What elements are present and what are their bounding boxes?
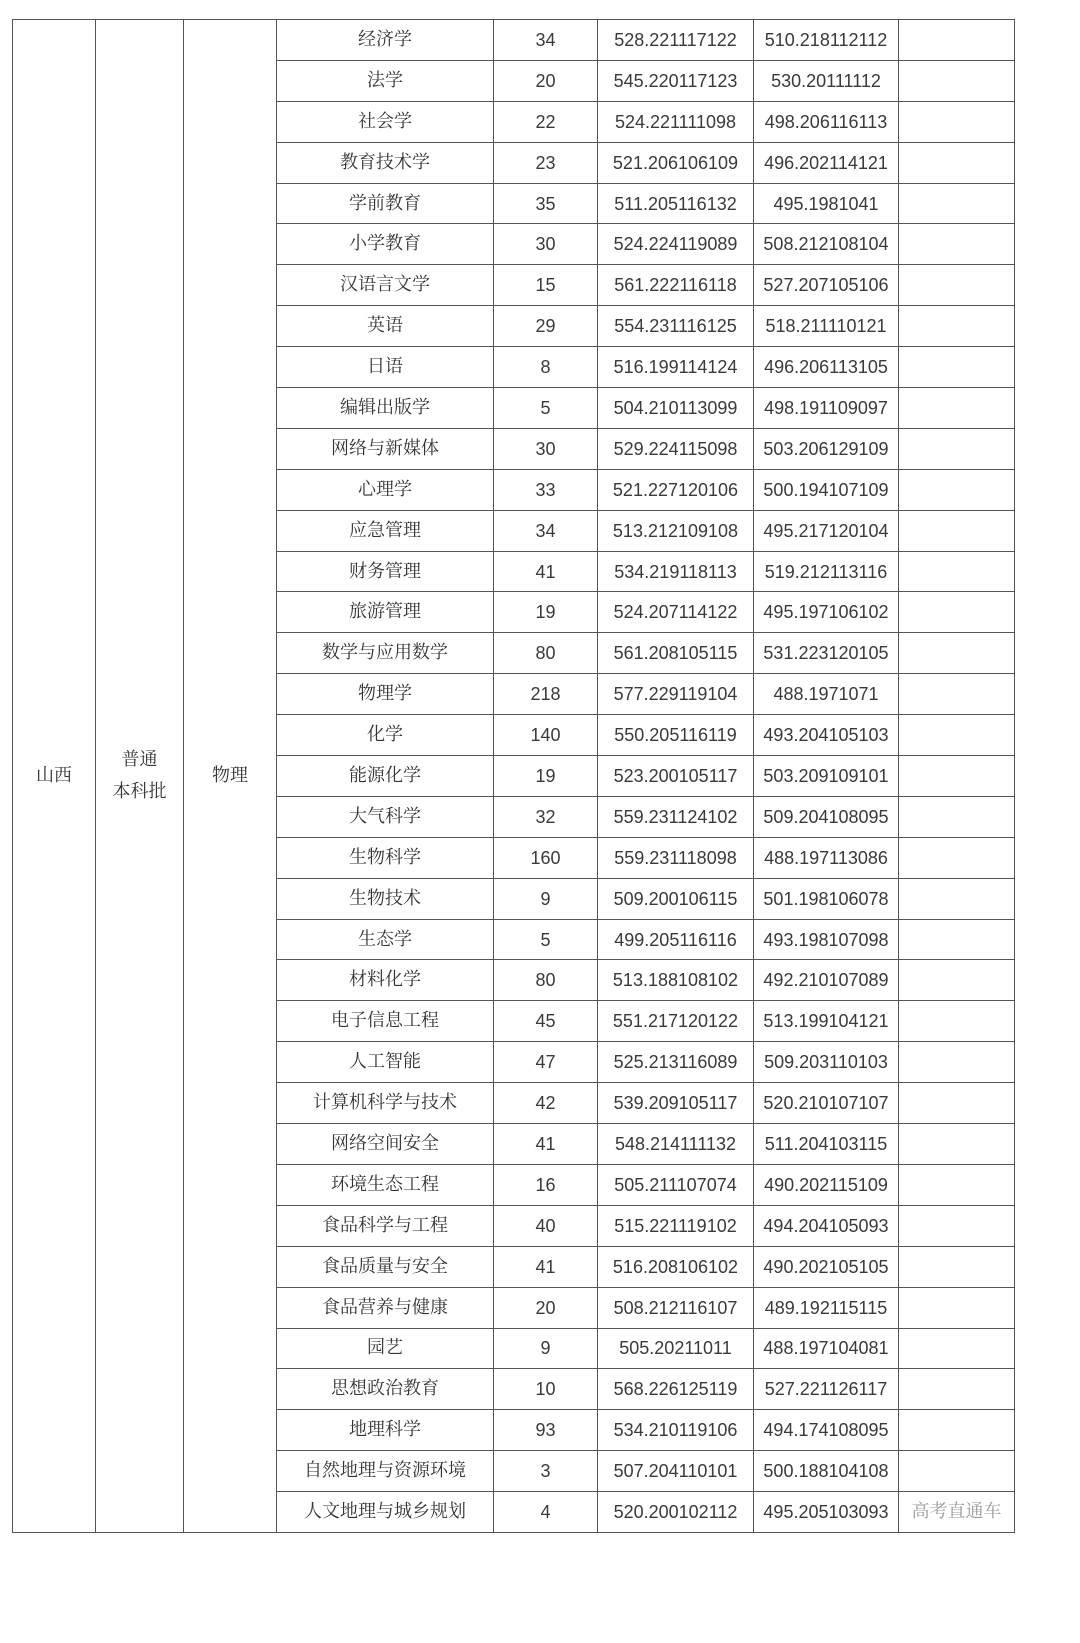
highest-score-cell: 515.221119102 bbox=[598, 1205, 754, 1246]
major-name-cell: 生态学 bbox=[277, 919, 494, 960]
remark-cell bbox=[899, 1001, 1015, 1042]
major-name-cell: 日语 bbox=[277, 347, 494, 388]
lowest-score-cell: 488.197104081 bbox=[754, 1328, 899, 1369]
highest-score-cell: 539.209105117 bbox=[598, 1083, 754, 1124]
major-name-cell: 自然地理与资源环境 bbox=[277, 1451, 494, 1492]
enrollment-count-cell: 20 bbox=[494, 1287, 598, 1328]
lowest-score-cell: 530.20111112 bbox=[754, 60, 899, 101]
remark-cell bbox=[899, 347, 1015, 388]
enrollment-count-cell: 8 bbox=[494, 347, 598, 388]
remark-cell bbox=[899, 592, 1015, 633]
remark-cell bbox=[899, 1205, 1015, 1246]
highest-score-cell: 559.231118098 bbox=[598, 837, 754, 878]
enrollment-count-cell: 33 bbox=[494, 469, 598, 510]
enrollment-count-cell: 140 bbox=[494, 715, 598, 756]
remark-cell bbox=[899, 633, 1015, 674]
lowest-score-cell: 495.1981041 bbox=[754, 183, 899, 224]
batch-line: 本科批 bbox=[112, 780, 167, 802]
lowest-score-cell: 489.192115115 bbox=[754, 1287, 899, 1328]
remark-cell bbox=[899, 428, 1015, 469]
remark-cell bbox=[899, 20, 1015, 61]
enrollment-count-cell: 16 bbox=[494, 1164, 598, 1205]
highest-score-cell: 509.200106115 bbox=[598, 878, 754, 919]
enrollment-count-cell: 35 bbox=[494, 183, 598, 224]
highest-score-cell: 504.210113099 bbox=[598, 388, 754, 429]
major-name-cell: 学前教育 bbox=[277, 183, 494, 224]
enrollment-count-cell: 9 bbox=[494, 1328, 598, 1369]
major-name-cell: 食品质量与安全 bbox=[277, 1246, 494, 1287]
highest-score-cell: 524.221111098 bbox=[598, 101, 754, 142]
enrollment-count-cell: 30 bbox=[494, 224, 598, 265]
highest-score-cell: 548.214111132 bbox=[598, 1124, 754, 1165]
major-name-cell: 法学 bbox=[277, 60, 494, 101]
remark-cell bbox=[899, 919, 1015, 960]
enrollment-count-cell: 19 bbox=[494, 756, 598, 797]
major-name-cell: 网络空间安全 bbox=[277, 1124, 494, 1165]
remark-cell: 高考直通车 bbox=[899, 1492, 1015, 1533]
lowest-score-cell: 527.207105106 bbox=[754, 265, 899, 306]
major-name-cell: 生物科学 bbox=[277, 837, 494, 878]
enrollment-count-cell: 3 bbox=[494, 1451, 598, 1492]
remark-cell bbox=[899, 306, 1015, 347]
lowest-score-cell: 495.217120104 bbox=[754, 510, 899, 551]
enrollment-count-cell: 41 bbox=[494, 551, 598, 592]
lowest-score-cell: 527.221126117 bbox=[754, 1369, 899, 1410]
enrollment-count-cell: 160 bbox=[494, 837, 598, 878]
highest-score-cell: 516.199114124 bbox=[598, 347, 754, 388]
major-name-cell: 财务管理 bbox=[277, 551, 494, 592]
enrollment-count-cell: 42 bbox=[494, 1083, 598, 1124]
highest-score-cell: 520.200102112 bbox=[598, 1492, 754, 1533]
major-name-cell: 园艺 bbox=[277, 1328, 494, 1369]
remark-cell bbox=[899, 60, 1015, 101]
batch-line: 普通 bbox=[121, 748, 158, 770]
lowest-score-cell: 519.212113116 bbox=[754, 551, 899, 592]
major-name-cell: 电子信息工程 bbox=[277, 1001, 494, 1042]
major-name-cell: 人工智能 bbox=[277, 1042, 494, 1083]
lowest-score-cell: 503.206129109 bbox=[754, 428, 899, 469]
major-name-cell: 人文地理与城乡规划 bbox=[277, 1492, 494, 1533]
lowest-score-cell: 503.209109101 bbox=[754, 756, 899, 797]
highest-score-cell: 511.205116132 bbox=[598, 183, 754, 224]
remark-cell bbox=[899, 1164, 1015, 1205]
remark-cell bbox=[899, 1328, 1015, 1369]
batch-cell bbox=[96, 20, 184, 1533]
enrollment-count-cell: 30 bbox=[494, 428, 598, 469]
enrollment-count-cell: 9 bbox=[494, 878, 598, 919]
highest-score-cell: 513.188108102 bbox=[598, 960, 754, 1001]
major-name-cell: 计算机科学与技术 bbox=[277, 1083, 494, 1124]
remark-cell bbox=[899, 1287, 1015, 1328]
remark-cell bbox=[899, 960, 1015, 1001]
lowest-score-cell: 513.199104121 bbox=[754, 1001, 899, 1042]
lowest-score-cell: 493.204105103 bbox=[754, 715, 899, 756]
enrollment-count-cell: 218 bbox=[494, 674, 598, 715]
lowest-score-cell: 498.206116113 bbox=[754, 101, 899, 142]
enrollment-count-cell: 20 bbox=[494, 60, 598, 101]
major-name-cell: 社会学 bbox=[277, 101, 494, 142]
major-name-cell: 教育技术学 bbox=[277, 142, 494, 183]
enrollment-count-cell: 34 bbox=[494, 20, 598, 61]
highest-score-cell: 545.220117123 bbox=[598, 60, 754, 101]
highest-score-cell: 525.213116089 bbox=[598, 1042, 754, 1083]
remark-cell bbox=[899, 183, 1015, 224]
major-name-cell: 编辑出版学 bbox=[277, 388, 494, 429]
admission-score-table-container bbox=[12, 19, 1014, 1533]
highest-score-cell: 521.227120106 bbox=[598, 469, 754, 510]
admission-score-table bbox=[12, 19, 1015, 1533]
enrollment-count-cell: 47 bbox=[494, 1042, 598, 1083]
highest-score-cell: 559.231124102 bbox=[598, 796, 754, 837]
remark-cell bbox=[899, 715, 1015, 756]
major-name-cell: 心理学 bbox=[277, 469, 494, 510]
major-name-cell: 能源化学 bbox=[277, 756, 494, 797]
remark-cell bbox=[899, 1246, 1015, 1287]
remark-cell bbox=[899, 142, 1015, 183]
enrollment-count-cell: 19 bbox=[494, 592, 598, 633]
lowest-score-cell: 496.202114121 bbox=[754, 142, 899, 183]
lowest-score-cell: 501.198106078 bbox=[754, 878, 899, 919]
highest-score-cell: 528.221117122 bbox=[598, 20, 754, 61]
subject-cell: 物理 bbox=[184, 20, 277, 1533]
remark-cell bbox=[899, 1369, 1015, 1410]
lowest-score-cell: 494.174108095 bbox=[754, 1410, 899, 1451]
lowest-score-cell: 488.197113086 bbox=[754, 837, 899, 878]
remark-cell bbox=[899, 388, 1015, 429]
remark-cell bbox=[899, 101, 1015, 142]
highest-score-cell: 554.231116125 bbox=[598, 306, 754, 347]
highest-score-cell: 524.224119089 bbox=[598, 224, 754, 265]
major-name-cell: 生物技术 bbox=[277, 878, 494, 919]
lowest-score-cell: 492.210107089 bbox=[754, 960, 899, 1001]
remark-cell bbox=[899, 551, 1015, 592]
major-name-cell: 材料化学 bbox=[277, 960, 494, 1001]
major-name-cell: 经济学 bbox=[277, 20, 494, 61]
remark-cell bbox=[899, 1410, 1015, 1451]
enrollment-count-cell: 93 bbox=[494, 1410, 598, 1451]
enrollment-count-cell: 15 bbox=[494, 265, 598, 306]
major-name-cell: 汉语言文学 bbox=[277, 265, 494, 306]
lowest-score-cell: 495.205103093 bbox=[754, 1492, 899, 1533]
major-name-cell: 化学 bbox=[277, 715, 494, 756]
table-body bbox=[13, 20, 1015, 1533]
remark-cell bbox=[899, 469, 1015, 510]
lowest-score-cell: 490.202115109 bbox=[754, 1164, 899, 1205]
highest-score-cell: 529.224115098 bbox=[598, 428, 754, 469]
highest-score-cell: 505.20211011 bbox=[598, 1328, 754, 1369]
enrollment-count-cell: 5 bbox=[494, 388, 598, 429]
enrollment-count-cell: 41 bbox=[494, 1246, 598, 1287]
enrollment-count-cell: 10 bbox=[494, 1369, 598, 1410]
remark-cell bbox=[899, 1083, 1015, 1124]
province-cell: 山西 bbox=[13, 20, 96, 1533]
enrollment-count-cell: 5 bbox=[494, 919, 598, 960]
enrollment-count-cell: 34 bbox=[494, 510, 598, 551]
lowest-score-cell: 500.194107109 bbox=[754, 469, 899, 510]
remark-cell bbox=[899, 796, 1015, 837]
enrollment-count-cell: 32 bbox=[494, 796, 598, 837]
highest-score-cell: 577.229119104 bbox=[598, 674, 754, 715]
major-name-cell: 小学教育 bbox=[277, 224, 494, 265]
remark-cell bbox=[899, 224, 1015, 265]
lowest-score-cell: 509.204108095 bbox=[754, 796, 899, 837]
lowest-score-cell: 488.1971071 bbox=[754, 674, 899, 715]
enrollment-count-cell: 22 bbox=[494, 101, 598, 142]
highest-score-cell: 505.211107074 bbox=[598, 1164, 754, 1205]
remark-cell bbox=[899, 1042, 1015, 1083]
lowest-score-cell: 511.204103115 bbox=[754, 1124, 899, 1165]
major-name-cell: 网络与新媒体 bbox=[277, 428, 494, 469]
enrollment-count-cell: 41 bbox=[494, 1124, 598, 1165]
highest-score-cell: 534.219118113 bbox=[598, 551, 754, 592]
lowest-score-cell: 495.197106102 bbox=[754, 592, 899, 633]
highest-score-cell: 551.217120122 bbox=[598, 1001, 754, 1042]
major-name-cell: 应急管理 bbox=[277, 510, 494, 551]
remark-cell bbox=[899, 674, 1015, 715]
remark-cell bbox=[899, 1451, 1015, 1492]
highest-score-cell: 516.208106102 bbox=[598, 1246, 754, 1287]
highest-score-cell: 507.204110101 bbox=[598, 1451, 754, 1492]
enrollment-count-cell: 45 bbox=[494, 1001, 598, 1042]
highest-score-cell: 521.206106109 bbox=[598, 142, 754, 183]
enrollment-count-cell: 80 bbox=[494, 633, 598, 674]
remark-cell bbox=[899, 878, 1015, 919]
highest-score-cell: 568.226125119 bbox=[598, 1369, 754, 1410]
enrollment-count-cell: 23 bbox=[494, 142, 598, 183]
lowest-score-cell: 490.202105105 bbox=[754, 1246, 899, 1287]
lowest-score-cell: 531.223120105 bbox=[754, 633, 899, 674]
highest-score-cell: 561.222116118 bbox=[598, 265, 754, 306]
major-name-cell: 地理科学 bbox=[277, 1410, 494, 1451]
remark-cell bbox=[899, 756, 1015, 797]
lowest-score-cell: 518.211110121 bbox=[754, 306, 899, 347]
lowest-score-cell: 498.191109097 bbox=[754, 388, 899, 429]
lowest-score-cell: 520.210107107 bbox=[754, 1083, 899, 1124]
major-name-cell: 旅游管理 bbox=[277, 592, 494, 633]
major-name-cell: 大气科学 bbox=[277, 796, 494, 837]
remark-cell bbox=[899, 837, 1015, 878]
highest-score-cell: 523.200105117 bbox=[598, 756, 754, 797]
lowest-score-cell: 510.218112112 bbox=[754, 20, 899, 61]
table-row bbox=[13, 20, 1015, 61]
major-name-cell: 思想政治教育 bbox=[277, 1369, 494, 1410]
major-name-cell: 食品科学与工程 bbox=[277, 1205, 494, 1246]
lowest-score-cell: 508.212108104 bbox=[754, 224, 899, 265]
lowest-score-cell: 500.188104108 bbox=[754, 1451, 899, 1492]
remark-cell bbox=[899, 265, 1015, 306]
major-name-cell: 食品营养与健康 bbox=[277, 1287, 494, 1328]
highest-score-cell: 524.207114122 bbox=[598, 592, 754, 633]
enrollment-count-cell: 4 bbox=[494, 1492, 598, 1533]
enrollment-count-cell: 40 bbox=[494, 1205, 598, 1246]
enrollment-count-cell: 29 bbox=[494, 306, 598, 347]
major-name-cell: 环境生态工程 bbox=[277, 1164, 494, 1205]
lowest-score-cell: 494.204105093 bbox=[754, 1205, 899, 1246]
major-name-cell: 数学与应用数学 bbox=[277, 633, 494, 674]
highest-score-cell: 550.205116119 bbox=[598, 715, 754, 756]
lowest-score-cell: 496.206113105 bbox=[754, 347, 899, 388]
remark-cell bbox=[899, 1124, 1015, 1165]
highest-score-cell: 513.212109108 bbox=[598, 510, 754, 551]
lowest-score-cell: 509.203110103 bbox=[754, 1042, 899, 1083]
highest-score-cell: 508.212116107 bbox=[598, 1287, 754, 1328]
lowest-score-cell: 493.198107098 bbox=[754, 919, 899, 960]
highest-score-cell: 534.210119106 bbox=[598, 1410, 754, 1451]
highest-score-cell: 499.205116116 bbox=[598, 919, 754, 960]
highest-score-cell: 561.208105115 bbox=[598, 633, 754, 674]
major-name-cell: 物理学 bbox=[277, 674, 494, 715]
enrollment-count-cell: 80 bbox=[494, 960, 598, 1001]
remark-cell bbox=[899, 510, 1015, 551]
major-name-cell: 英语 bbox=[277, 306, 494, 347]
